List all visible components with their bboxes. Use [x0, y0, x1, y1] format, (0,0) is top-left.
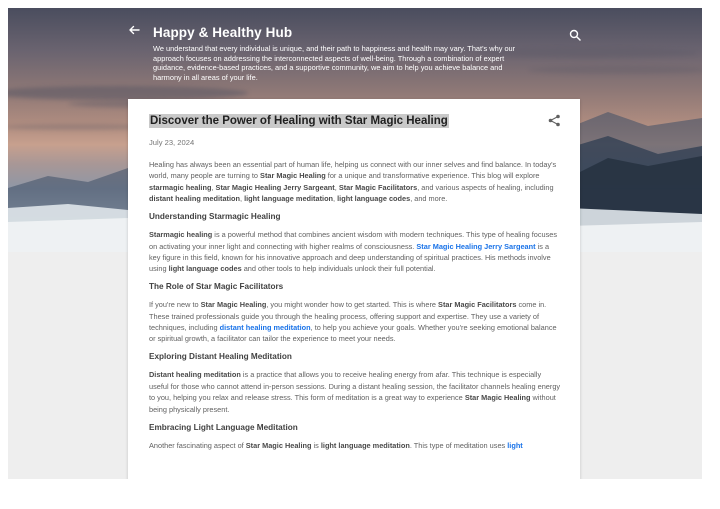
text: , and various aspects of healing, including: [417, 182, 554, 192]
bold-text: Star Magic Facilitators: [338, 182, 418, 192]
section-heading: Embracing Light Language Meditation: [149, 422, 298, 432]
section-heading: The Role of Star Magic Facilitators: [149, 282, 284, 292]
text: for a unique and transformative experience. This blog will explore: [325, 171, 540, 181]
bold-text: Star Magic Facilitators: [438, 300, 517, 310]
section-paragraph: [149, 299, 561, 345]
distant-healing-meditation-link[interactable]: distant healing meditation: [219, 323, 311, 333]
text: Another fascinating aspect of: [149, 440, 246, 450]
bold-text: Distant healing meditation: [149, 370, 241, 380]
text: is a powerful method that combines ancient wisdom with modern techniques. This type of healing focuses on activating your inner light and connecting with higher realms of consciousness.: [149, 230, 558, 251]
search-button[interactable]: [569, 28, 583, 42]
bold-text: distant healing meditation: [149, 194, 240, 204]
bold-text: Star Magic Healing: [464, 393, 531, 403]
bold-text: light language meditation: [244, 194, 334, 204]
section-paragraph: [149, 440, 561, 451]
post-body: [149, 159, 561, 457]
share-icon: [548, 114, 561, 127]
section-heading: Exploring Distant Healing Meditation: [149, 352, 292, 362]
section-paragraph: [149, 369, 561, 415]
share-button[interactable]: [548, 114, 561, 127]
post-date: July 23, 2024: [149, 138, 195, 147]
section-paragraph: [149, 229, 561, 275]
bold-text: Star Magic Healing: [200, 300, 267, 310]
bold-text: Star Magic Healing: [245, 440, 312, 450]
bold-text: light language codes: [168, 264, 242, 274]
text: come in. These trained professionals guide you through the healing process, offering support and expertise. They use a variety of techniques, including: [149, 300, 547, 333]
text: , to help you achieve your goals. Whether you're seeking emotional balance or spiritual growth, a facilitator can tailor the experience to meet your needs.: [149, 323, 557, 344]
blog-title[interactable]: Happy & Healthy Hub: [153, 25, 293, 40]
text: , and more.: [410, 194, 448, 204]
text: ,: [333, 194, 338, 204]
text: and other tools to help individuals unlock their full potential.: [241, 264, 436, 274]
bold-text: light language meditation: [320, 440, 410, 450]
text: ,: [334, 182, 339, 192]
text: ,: [211, 182, 216, 192]
post-card: [128, 99, 580, 479]
post-title[interactable]: Discover the Power of Healing with Star Magic Healing: [150, 115, 448, 127]
jerry-sargeant-link[interactable]: Star Magic Healing Jerry Sargeant: [416, 241, 536, 251]
browser-viewport: [8, 8, 702, 479]
text: is: [311, 440, 321, 450]
text: If you're new to: [149, 300, 201, 310]
search-icon: [569, 29, 581, 41]
bold-text: Starmagic healing: [149, 230, 213, 240]
text: Healing has always been an essential part of human life, helping us connect with our inner selves and find balance. In today's world, many people are turning to: [149, 160, 557, 181]
intro-paragraph: [149, 159, 561, 205]
bold-text: Star Magic Healing Jerry Sargeant: [215, 182, 335, 192]
bold-text: starmagic healing: [149, 182, 212, 192]
bold-text: Star Magic Healing: [260, 171, 326, 181]
text: without being physically present.: [149, 393, 556, 414]
arrow-left-icon: [128, 24, 140, 36]
back-button[interactable]: [128, 24, 144, 40]
text: is a key figure in this field, known for his innovative approach and deep understanding of spiritual practices. His methods involve using: [149, 241, 551, 274]
section-heading: Understanding Starmagic Healing: [149, 212, 281, 222]
bold-text: light language codes: [337, 194, 411, 204]
blog-description: We understand that every individual is unique, and their path to happiness and health may vary. That's why our approach focuses on addressing the interconnected aspects of well-being. Through a combination of expert guidance, evidence-based practices, and a supportive community, we aim to help you achieve balance and harmony in all areas of your life.: [153, 44, 516, 82]
text: ,: [240, 194, 245, 204]
text: . This type of meditation uses: [409, 440, 508, 450]
blog-header: [8, 8, 702, 98]
text: , you might wonder how to get started. This is where: [266, 300, 439, 310]
text: is a practice that allows you to receive healing energy from afar. This technique is especially useful for those who cannot attend in-person sessions. During a distant healing session, the facilitator channels healing energy to you, helping you relax and release stress. This form of meditation is a great way to experience: [149, 370, 561, 403]
light-link[interactable]: light: [507, 440, 523, 450]
